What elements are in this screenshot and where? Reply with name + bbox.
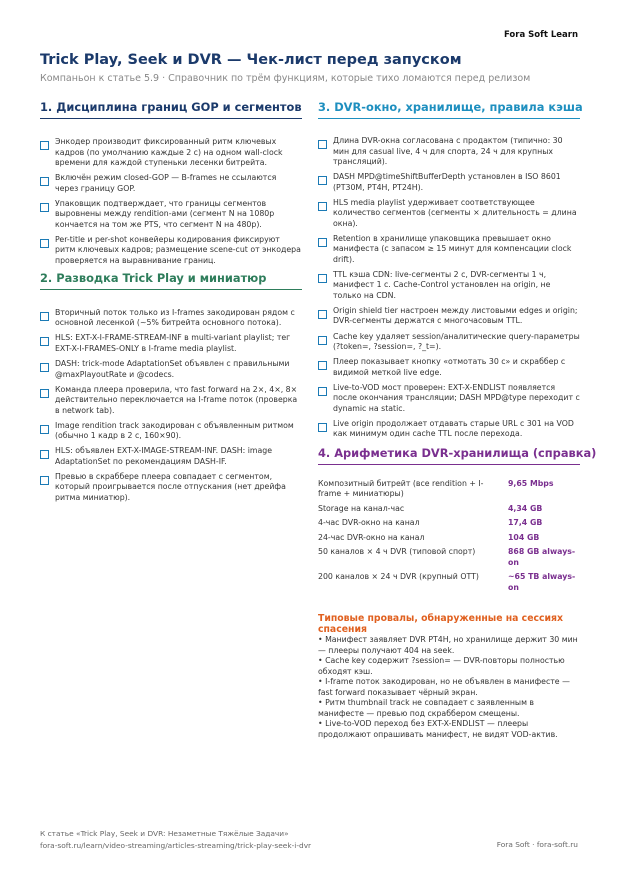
arithmetic-table	[318, 479, 580, 598]
checklist-item-text: Плеер показывает кнопку «отмотать 30 с» и скраббер с видимой меткой live edge.	[333, 357, 566, 377]
checklist-item[interactable]	[318, 383, 580, 415]
checkbox[interactable]	[40, 239, 49, 248]
checklist-item-text: Image rendition track закодирован с объявленным ритмом (обычно 1 кадр в 2 с, 160×90).	[55, 420, 294, 441]
checkbox[interactable]	[40, 312, 49, 321]
checkbox[interactable]	[40, 476, 49, 485]
checklist-item-text: DASH: trick-mode AdaptationSet объявлен с правильными @maxPlayoutRate и @codecs.	[55, 359, 290, 379]
row-label: 24-час DVR-окно на канал	[318, 532, 425, 542]
checklist-item[interactable]	[40, 421, 302, 442]
checklist-item[interactable]	[40, 385, 302, 417]
row-value: 4,34 GB	[508, 503, 543, 513]
checklist-item[interactable]	[318, 332, 580, 353]
row-value: 17,4 GB	[508, 518, 543, 528]
checkbox[interactable]	[318, 140, 327, 149]
right-column	[318, 100, 597, 740]
checklist-item[interactable]	[40, 173, 302, 194]
row-label: Storage на канал-час	[318, 503, 405, 513]
checklist-item[interactable]	[40, 472, 302, 504]
footer-source	[40, 828, 311, 851]
left-column	[40, 100, 302, 508]
storage-arithmetic	[318, 445, 597, 598]
checklist-item[interactable]	[318, 136, 580, 168]
failure-item: • Cache key содержит ?session= — DVR-повторы полностью обходят кэш.	[318, 656, 565, 676]
checklist-item-text: Retention в хранилище упаковщика превышает окно манифеста (с запасом ≥ 15 минут для компенсации clock drift).	[333, 233, 572, 264]
row-value: 868 GB always-on	[508, 547, 576, 567]
section-heading-arithmetic: 4. Арифметика DVR-хранилища (справка)	[318, 446, 580, 465]
row-label: 4-час DVR-окно на канал	[318, 518, 420, 528]
checklist-item[interactable]	[40, 333, 302, 354]
checklist-item[interactable]	[318, 270, 580, 302]
checklist-item-text: Cache key удаляет session/аналитические query-параметры (?token=, ?session=, ?_t=).	[333, 331, 580, 352]
failure-item: • I-frame поток закодирован, но не объявлен в манифесте — fast forward показывает чёрный экран.	[318, 677, 570, 697]
checklist-trickplay	[40, 308, 302, 504]
checkbox[interactable]	[318, 310, 327, 319]
failure-item: • Ритм thumbnail track не совпадает с заявленным в манифесте — превью под скраббером смещены.	[318, 698, 535, 718]
checklist-item[interactable]	[318, 172, 580, 193]
checkbox[interactable]	[40, 425, 49, 434]
page-subtitle: Компаньон к статье 5.9 · Справочник по трём функциям, которые тихо ломаются перед релизом	[40, 73, 531, 84]
brand-label: Fora Soft Learn	[503, 30, 578, 40]
checklist-item-text: Origin shield tier настроен между листовыми edges и origin; DVR-сегменты держатся с многочасовым TTL.	[333, 305, 578, 326]
checklist-item-text: Per-title и per-shot конвейеры кодирования фиксируют ритм ключевых кадров; размещение scene-cut от энкодера проверяется на выравнивание границ.	[55, 234, 301, 265]
page-title: Trick Play, Seek и DVR — Чек-лист перед запуском	[40, 52, 462, 68]
checklist-item-text: HLS media playlist удерживает соответствующее количество сегментов (сегменты × длительность = длина окна).	[333, 197, 577, 228]
failures-list	[318, 635, 580, 740]
checklist-dvr	[318, 136, 580, 440]
footer-article-title: К статье «Trick Play, Seek и DVR: Незаметные Тяжёлые Задачи»	[40, 829, 289, 838]
checklist-item-text: TTL кэша CDN: live-сегменты 2 с, DVR-сегменты 1 ч, манифест 1 с. Cache-Control установлен на origin, не только на CDN.	[333, 269, 551, 300]
checklist-item[interactable]	[40, 199, 302, 231]
checkbox[interactable]	[40, 389, 49, 398]
checklist-item-text: Live origin продолжает отдавать старые URL с 301 на VOD как минимум один cache TTL после перехода.	[333, 418, 574, 439]
checklist-item-text: Длина DVR-окна согласована с продактом (типично: 30 мин для casual live, 4 ч для спорта, 24 ч для крупных трансляций).	[333, 136, 563, 166]
checklist-item-text: HLS: EXT-X-I-FRAME-STREAM-INF в multi-variant playlist; тег EXT-X-I-FRAMES-ONLY в I-frame media playlist.	[55, 333, 291, 353]
checkbox[interactable]	[318, 423, 327, 432]
checklist-item[interactable]	[318, 357, 580, 378]
section-heading-trickplay: 2. Разводка Trick Play и миниатюр	[40, 271, 302, 290]
table-row	[318, 479, 580, 504]
checklist-item[interactable]	[318, 306, 580, 327]
checklist-item[interactable]	[40, 446, 302, 467]
checklist-item-text: DASH MPD@timeShiftBufferDepth установлен в ISO 8601 (PT30M, PT4H, PT24H).	[333, 172, 561, 192]
checklist-item[interactable]	[40, 308, 302, 329]
checkbox[interactable]	[318, 361, 327, 370]
checkbox[interactable]	[318, 336, 327, 345]
table-row	[318, 504, 580, 519]
table-row	[318, 572, 580, 597]
checklist-item[interactable]	[40, 235, 302, 267]
checkbox[interactable]	[40, 337, 49, 346]
checkbox[interactable]	[318, 176, 327, 185]
checklist-item-text: HLS: объявлен EXT-X-IMAGE-STREAM-INF. DASH: image AdaptationSet по рекомендациям DASH-IF.	[55, 446, 273, 466]
checkbox[interactable]	[318, 274, 327, 283]
checklist-item-text: Упаковщик подтверждает, что границы сегментов выровнены между rendition-ами (сегмент N на 1080p кончается на том же PTS, что сегмент N на 480p).	[55, 198, 275, 229]
section-heading-dvr: 3. DVR-окно, хранилище, правила кэша	[318, 100, 580, 119]
checkbox[interactable]	[40, 203, 49, 212]
checklist-item-text: Команда плеера проверила, что fast forward на 2×, 4×, 8× действительно переключается на I-frame поток (проверка в network tab).	[55, 384, 298, 415]
checkbox[interactable]	[40, 363, 49, 372]
checkbox[interactable]	[40, 177, 49, 186]
table-row	[318, 518, 580, 533]
row-value: ~65 TB always-on	[508, 572, 576, 592]
row-label: 50 каналов × 4 ч DVR (типовой спорт)	[318, 547, 476, 557]
checkbox[interactable]	[40, 450, 49, 459]
checklist-item-text: Энкодер производит фиксированный ритм ключевых кадров (по умолчанию каждые 2 с) на одном wall-clock времени для каждой ступеньки лесенки битрейта.	[55, 137, 283, 167]
table-row	[318, 533, 580, 548]
table-row	[318, 547, 580, 572]
section-heading-gop: 1. Дисциплина границ GOP и сегментов	[40, 100, 302, 119]
checklist-item-text: Включён режим closed-GOP — B-frames не ссылаются через границу GOP.	[55, 173, 277, 193]
checklist-gop	[40, 137, 302, 266]
checkbox[interactable]	[318, 202, 327, 211]
footer-article-url[interactable]: fora-soft.ru/learn/video-streaming/articles-streaming/trick-play-seek-i-dvr	[40, 840, 312, 850]
checklist-item-text: Live-to-VOD мост проверен: EXT-X-ENDLIST появляется после окончания трансляции; DASH MPD@type переходит с dynamic на static.	[333, 382, 580, 413]
checklist-item-text: Превью в скраббере плеера совпадает с сегментом, который проигрывается после отпускания (нет дрейфа ритма миниатюр).	[55, 471, 286, 502]
checklist-item[interactable]	[40, 359, 302, 380]
checklist-item[interactable]	[318, 234, 580, 266]
checkbox[interactable]	[40, 141, 49, 150]
failures-heading: Типовые провалы, обнаруженные на сессиях спасения	[318, 613, 564, 636]
failure-item: • Live-to-VOD переход без EXT-X-ENDLIST — плееры продолжают опрашивать манифест, не видят VOD-актив.	[318, 719, 558, 739]
checklist-item[interactable]	[40, 137, 302, 169]
footer-brand: Fora Soft · fora-soft.ru	[496, 840, 578, 849]
checklist-item[interactable]	[318, 198, 580, 230]
checklist-item[interactable]	[318, 419, 580, 440]
row-label: Композитный битрейт (все rendition + I-frame + миниатюры)	[318, 478, 484, 499]
checkbox[interactable]	[318, 238, 327, 247]
row-value: 104 GB	[508, 532, 540, 542]
checklist-item-text: Вторичный поток только из I-frames закодирован рядом с основной лесенкой (~5% битрейта основного потока).	[55, 307, 295, 328]
row-value: 9,65 Mbps	[508, 478, 554, 488]
checkbox[interactable]	[318, 387, 327, 396]
failure-item: • Манифест заявляет DVR PT4H, но хранилище держит 30 мин — плееры получают 404 на seek.	[318, 635, 578, 655]
row-label: 200 каналов × 24 ч DVR (крупный OTT)	[318, 572, 479, 582]
